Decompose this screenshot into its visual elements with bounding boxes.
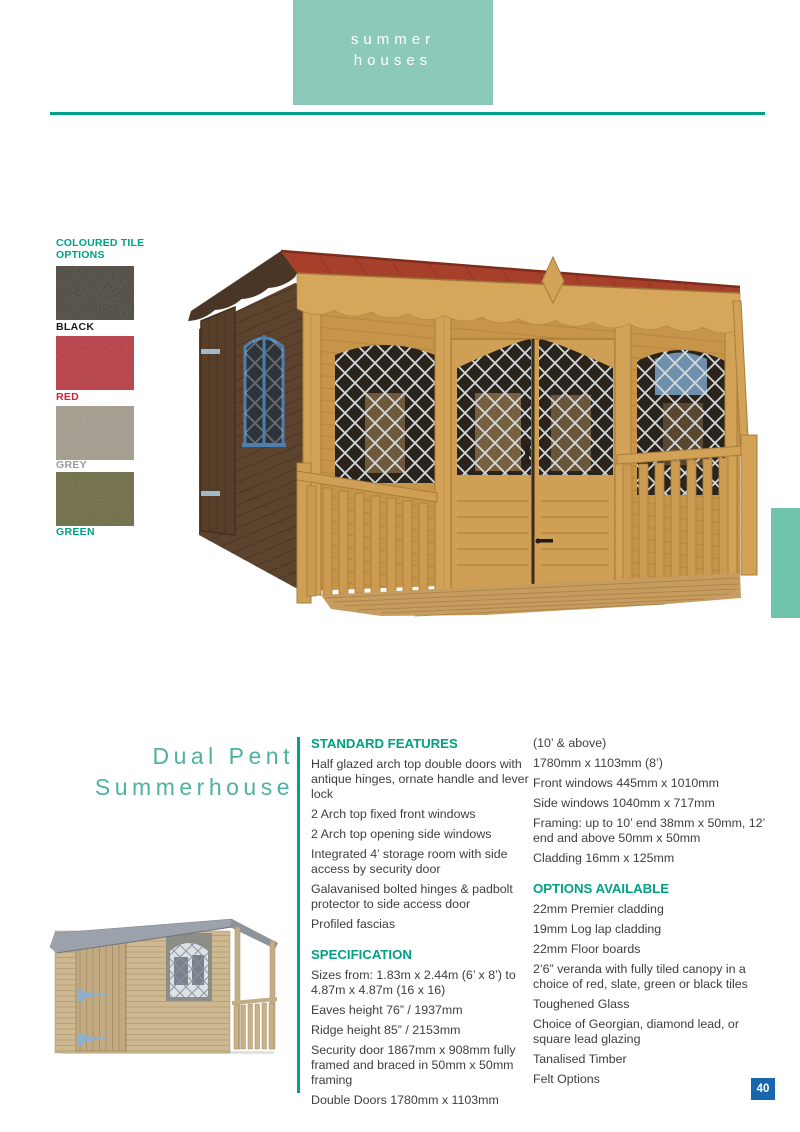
tile-swatch-black xyxy=(56,266,134,320)
side-view-photo xyxy=(48,903,283,1063)
page-number: 40 xyxy=(756,1083,770,1095)
main-product-photo xyxy=(185,243,770,628)
text-line: Side windows 1040mm x 717mm xyxy=(533,796,715,810)
section-tab-line2: houses xyxy=(353,51,433,69)
text-line: Felt Options xyxy=(533,1072,600,1086)
double-doors xyxy=(451,339,615,589)
text-line: 19mm Log lap cladding xyxy=(533,922,662,936)
side-window xyxy=(166,933,212,1001)
text-line: Framing: up to 10’ end 38mm x 50mm, 12’ end and above 50mm x 50mm xyxy=(533,816,765,845)
options-available-list xyxy=(533,902,780,1087)
text-line: 2 Arch top opening side windows xyxy=(311,827,492,841)
text-line: Galavanised bolted hinges & padbolt protector to side access door xyxy=(311,882,513,911)
text-line: Integrated 4’ storage room with side access by security door xyxy=(311,847,508,876)
tile-options-heading: COLOURED TILE OPTIONS xyxy=(56,237,145,261)
text-line: 22mm Premier cladding xyxy=(533,902,664,916)
page-number-badge xyxy=(751,1078,775,1100)
section-tab xyxy=(293,0,493,105)
text-line: Cladding 16mm x 125mm xyxy=(533,851,675,865)
column-divider-rule xyxy=(297,737,300,1093)
small-veranda xyxy=(232,927,277,1049)
text-line: Half glazed arch top double doors with antique hinges, ornate handle and lever lock xyxy=(311,757,529,801)
specification-list xyxy=(311,968,532,1108)
options-available-heading: OPTIONS AVAILABLE xyxy=(533,881,670,896)
text-line: (10’ & above) xyxy=(533,736,607,750)
options-column xyxy=(533,736,780,1092)
text-line: 2 Arch top fixed front windows xyxy=(311,807,476,821)
text-line: 22mm Floor boards xyxy=(533,942,641,956)
tile-swatch-red xyxy=(56,336,134,390)
text-line: 2’6” veranda with fully tiled canopy in a choice of red, slate, green or black tiles xyxy=(533,962,748,991)
page-title-line2: Summerhouse xyxy=(94,774,294,800)
standard-features-heading: STANDARD FEATURES xyxy=(311,736,458,751)
text-line: Security door 1867mm x 908mm fully framed and braced in 50mm x 50mm framing xyxy=(311,1043,516,1087)
section-tab-label xyxy=(351,29,435,71)
text-line: 1780mm x 1103mm (8’) xyxy=(533,756,663,770)
section-tab-line1: summer xyxy=(350,30,436,48)
standard-features-column xyxy=(311,736,532,1113)
top-divider-rule xyxy=(50,112,765,115)
page-title xyxy=(40,741,294,803)
text-line: Sizes from: 1.83m x 2.44m (6’ x 8’) to 4.87m x 4.87m (16 x 16) xyxy=(311,968,516,997)
tile-label-black: BLACK xyxy=(56,321,95,333)
text-line: Choice of Georgian, diamond lead, or square lead glazing xyxy=(533,1017,739,1046)
tile-label-red: RED xyxy=(56,391,80,403)
tile-label-green: GREEN xyxy=(56,526,95,538)
standard-features-list xyxy=(311,757,532,932)
text-line: Double Doors 1780mm x 1103mm xyxy=(311,1093,499,1107)
page-title-line1: Dual Pent xyxy=(152,743,294,769)
side-accent-block xyxy=(771,508,800,618)
specification-continued-list xyxy=(533,736,780,866)
tile-label-grey: GREY xyxy=(56,459,87,471)
text-line: Tanalised Timber xyxy=(533,1052,627,1066)
text-line: Eaves height 76” / 1937mm xyxy=(311,1003,463,1017)
tile-swatch-grey xyxy=(56,406,134,460)
text-line: Ridge height 85” / 2153mm xyxy=(311,1023,461,1037)
text-line: Front windows 445mm x 1010mm xyxy=(533,776,719,790)
tile-swatch-green xyxy=(56,472,134,526)
specification-heading: SPECIFICATION xyxy=(311,947,412,962)
text-line: Toughened Glass xyxy=(533,997,630,1011)
text-line: Profiled fascias xyxy=(311,917,396,931)
side-wall xyxy=(199,283,305,593)
